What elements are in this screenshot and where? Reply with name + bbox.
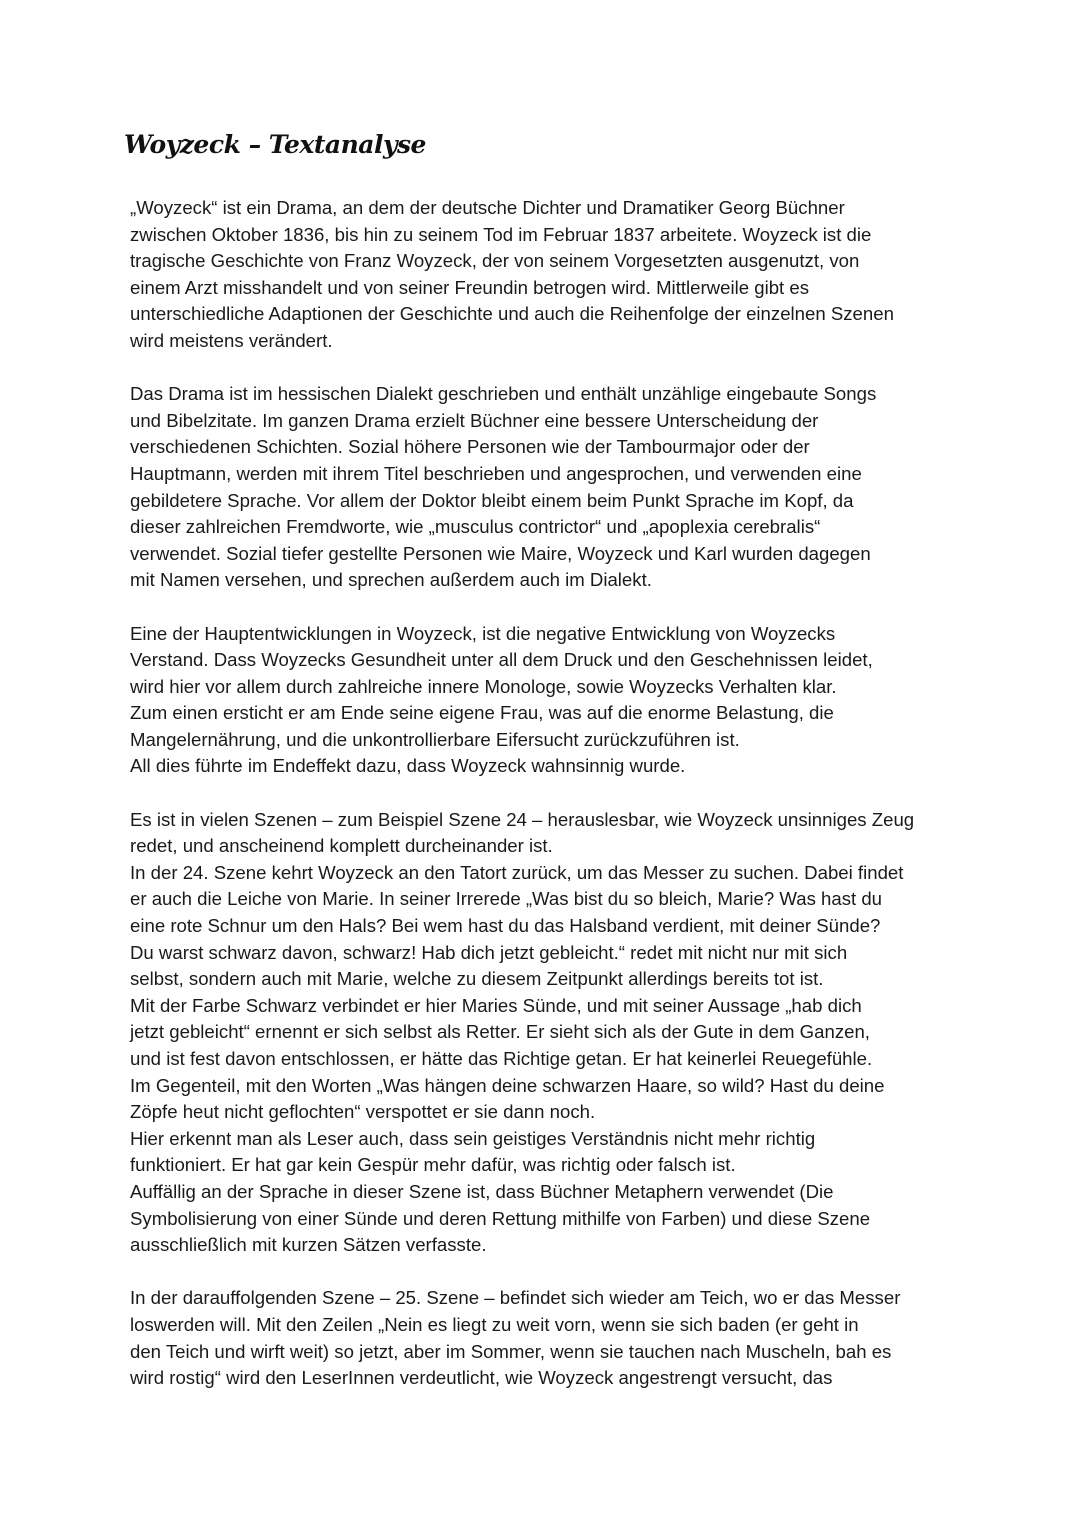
text-line: und Bibelzitate. Im ganzen Drama erzielt Büchner eine bessere Unterscheidung der	[130, 409, 819, 431]
paragraph	[130, 621, 970, 781]
text-line: redet, und anscheinend komplett durcheinander ist.	[130, 835, 553, 857]
paragraph	[130, 381, 970, 594]
text-line: Im Gegenteil, mit den Worten „Was hängen deine schwarzen Haare, so wild? Hast du deine	[130, 1074, 885, 1096]
body-text	[130, 195, 970, 1418]
text-line: Mangelernährung, und die unkontrollierbare Eifersucht zurückzuführen ist.	[130, 728, 740, 750]
paragraph	[130, 807, 970, 1259]
text-line: eine rote Schnur um den Hals? Bei wem hast du das Halsband verdient, mit deiner Sünde?	[130, 915, 881, 937]
text-line: tragische Geschichte von Franz Woyzeck, der von seinem Vorgesetzten ausgenutzt, von	[130, 250, 860, 272]
text-line: jetzt gebleicht“ ernennt er sich selbst als Retter. Er sieht sich als der Gute in dem Ganzen,	[130, 1021, 870, 1043]
text-line: Eine der Hauptentwicklungen in Woyzeck, ist die negative Entwicklung von Woyzecks	[130, 622, 836, 644]
text-line: Es ist in vielen Szenen – zum Beispiel Szene 24 – herauslesbar, wie Woyzeck unsinniges Zeug	[130, 808, 915, 830]
text-line: In der 24. Szene kehrt Woyzeck an den Tatort zurück, um das Messer zu suchen. Dabei findet	[130, 861, 904, 883]
text-line: verschiedenen Schichten. Sozial höhere Personen wie der Tambourmajor oder der	[130, 436, 810, 458]
text-line: Symbolisierung von einer Sünde und deren Rettung mithilfe von Farben) und diese Szene	[130, 1207, 871, 1229]
text-line: gebildetere Sprache. Vor allem der Doktor bleibt einem beim Punkt Sprache im Kopf, da	[130, 489, 854, 511]
text-line: funktioniert. Er hat gar kein Gespür mehr dafür, was richtig oder falsch ist.	[130, 1154, 736, 1176]
text-line: loswerden will. Mit den Zeilen „Nein es liegt zu weit vorn, wenn sie sich baden (er geht in	[130, 1313, 859, 1335]
text-line: selbst, sondern auch mit Marie, welche zu diesem Zeitpunkt allerdings bereits tot ist.	[130, 968, 824, 990]
text-line: Auffällig an der Sprache in dieser Szene ist, dass Büchner Metaphern verwendet (Die	[130, 1180, 834, 1202]
text-line: Verstand. Dass Woyzecks Gesundheit unter all dem Druck und den Geschehnissen leidet,	[130, 649, 873, 671]
text-line: Das Drama ist im hessischen Dialekt geschrieben und enthält unzählige eingebaute Songs	[130, 383, 877, 405]
text-line: zwischen Oktober 1836, bis hin zu seinem Tod im Februar 1837 arbeitete. Woyzeck ist die	[130, 223, 872, 245]
paragraph	[130, 195, 970, 355]
text-line: Zöpfe heut nicht geflochten“ verspottet er sie dann noch.	[130, 1101, 596, 1123]
text-line: All dies führte im Endeffekt dazu, dass Woyzeck wahnsinnig wurde.	[130, 755, 686, 777]
text-line: ausschließlich mit kurzen Sätzen verfasste.	[130, 1234, 487, 1256]
text-line: Hier erkennt man als Leser auch, dass sein geistiges Verständnis nicht mehr richtig	[130, 1127, 816, 1149]
text-line: wird meistens verändert.	[130, 329, 333, 351]
text-line: wird rostig“ wird den LeserInnen verdeutlicht, wie Woyzeck angestrengt versucht, das	[130, 1367, 833, 1389]
text-line: Du warst schwarz davon, schwarz! Hab dich jetzt gebleicht.“ redet mit nicht nur mit sich	[130, 941, 848, 963]
text-line: Mit der Farbe Schwarz verbindet er hier Maries Sünde, und mit seiner Aussage „hab dich	[130, 994, 862, 1016]
text-line: einem Arzt misshandelt und von seiner Freundin betrogen wird. Mittlerweile gibt es	[130, 276, 810, 298]
text-line: unterschiedliche Adaptionen der Geschichte und auch die Reihenfolge der einzelnen Szenen	[130, 303, 894, 325]
text-line: In der darauffolgenden Szene – 25. Szene – befindet sich wieder am Teich, wo er das Messer	[130, 1287, 901, 1309]
text-line: verwendet. Sozial tiefer gestellte Personen wie Maire, Woyzeck und Karl wurden dagegen	[130, 542, 871, 564]
text-line: „Woyzeck“ ist ein Drama, an dem der deutsche Dichter und Dramatiker Georg Büchner	[130, 197, 845, 218]
page-title: Woyzeck – Textanalyse	[124, 130, 426, 159]
text-line: den Teich und wirft weit) so jetzt, aber im Sommer, wenn sie tauchen nach Muscheln, bah es	[130, 1340, 892, 1362]
text-line: und ist fest davon entschlossen, er hätte das Richtige getan. Er hat keinerlei Reuegefühle.	[130, 1048, 873, 1069]
text-line: Zum einen ersticht er am Ende seine eigene Frau, was auf die enorme Belastung, die	[130, 702, 834, 724]
text-line: wird hier vor allem durch zahlreiche innere Monologe, sowie Woyzecks Verhalten klar.	[130, 675, 837, 697]
text-line: er auch die Leiche von Marie. In seiner Irrerede „Was bist du so bleich, Marie? Was hast du	[130, 888, 883, 910]
text-line: Hauptmann, werden mit ihrem Titel beschrieben und angesprochen, und verwenden eine	[130, 462, 862, 484]
text-line: dieser zahlreichen Fremdworte, wie „musculus contrictor“ und „apoplexia cerebralis“	[130, 516, 821, 538]
text-line: mit Namen versehen, und sprechen außerdem auch im Dialekt.	[130, 569, 652, 591]
paragraph	[130, 1285, 970, 1391]
